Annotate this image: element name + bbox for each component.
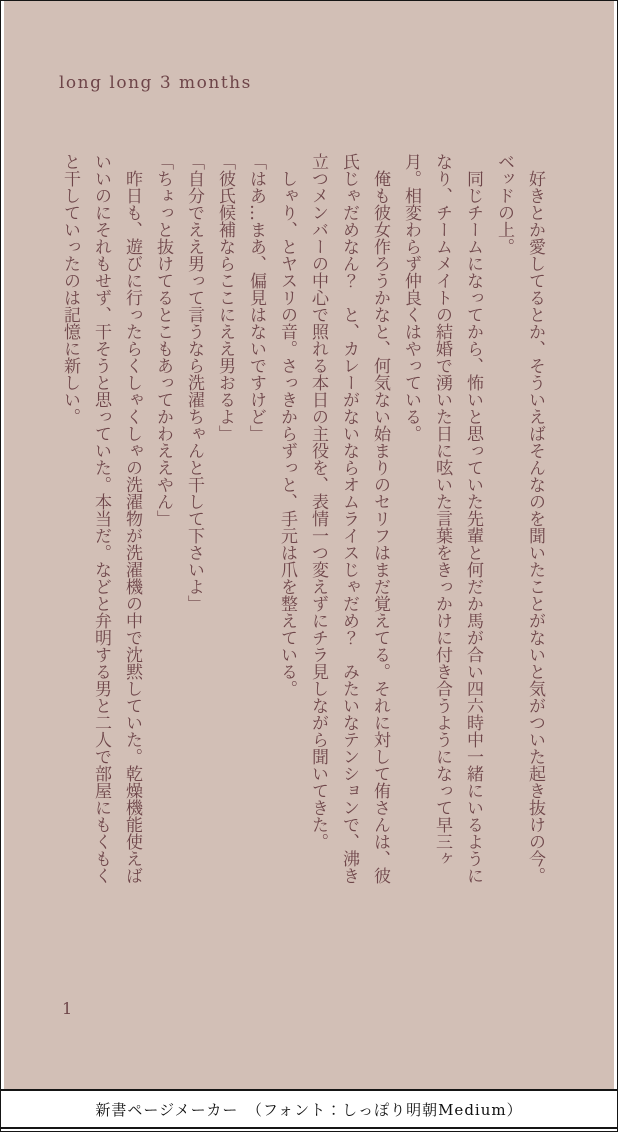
page-number: 1 <box>62 999 73 1018</box>
novel-page <box>4 0 614 1090</box>
footer-caption-bar <box>0 1089 618 1129</box>
vertical-text-body <box>44 153 550 884</box>
paragraph: 昨日も、遊びに行ったらくしゃくしゃの洗濯物が洗濯機の中で沈黙していた。乾燥機能使えばいいのにそれもせず、干そうと思っていた。本当だ。などと弁明する男と二人で部屋にもくもくと干していったのは記憶に新しい。 <box>60 153 142 884</box>
paragraph: 「自分でええ男って言うなら洗濯ちゃんと干して下さいよ」 <box>184 153 204 612</box>
paragraph: 俺も彼女作ろうかなと、何気ない始まりのセリフはまだ覚えてる。それに対して侑さんは、彼氏じゃだめなん？ と、カレーがないならオムライスじゃだめ？ みたいなテンションで、沸き立つメンバーの中心で照れる本日の主役を、表情一つ変えずにチラ見しながら聞いてきた。 <box>308 153 390 884</box>
paragraph: 好きとか愛してるとか、そういえばそんなのを聞いたことがないと気がついた起き抜けの今。 <box>525 153 545 884</box>
footer-caption: 新書ページメーカー （フォント：しっぽり明朝Medium） <box>95 1100 523 1119</box>
doc-title: long long 3 months <box>59 73 252 93</box>
paragraph: ベッドの上。 <box>494 153 514 255</box>
paragraph: 「ちょっと抜けてるとこもあってかわええやん」 <box>153 153 173 527</box>
paragraph: 同じチームになってから、怖いと思っていた先輩と何だか馬が合い四六時中一緒にいるようになり、チームメイトの結婚で湧いた日に呟いた言葉をきっかけに付き合うようになって早三ヶ月。相変わらず仲良くはやっている。 <box>401 153 483 884</box>
paragraph: 「はあ…まあ、偏見はないですけど」 <box>246 153 266 442</box>
paragraph: しゃり、とヤスリの音。さっきからずっと、手元は爪を整えている。 <box>277 153 297 697</box>
paragraph: 「彼氏候補ならここにええ男おるよ」 <box>215 153 235 442</box>
